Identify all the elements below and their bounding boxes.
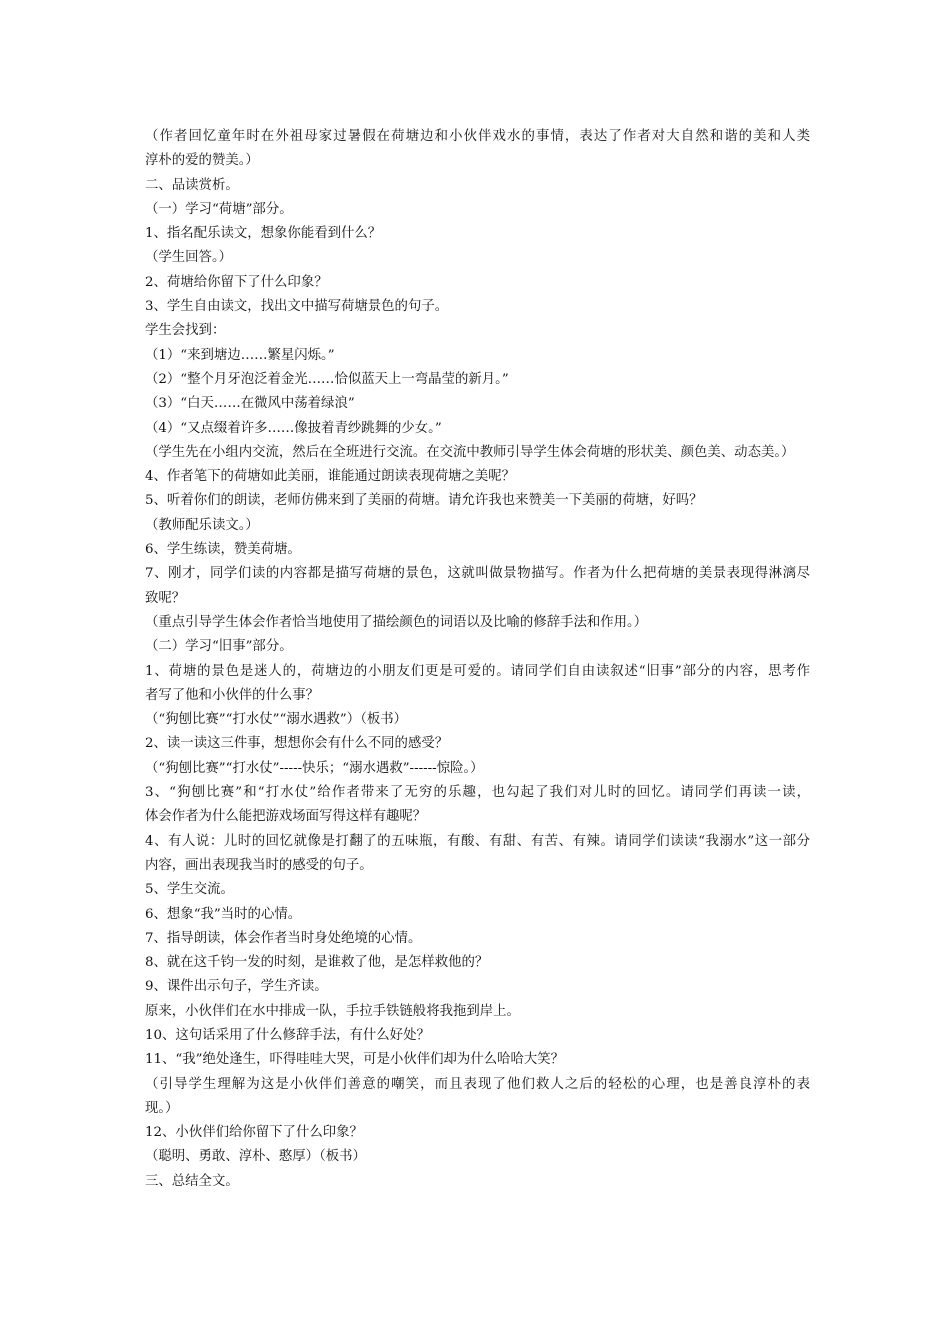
- paragraph-line: 6、学生练读，赞美荷塘。: [145, 542, 301, 558]
- section-heading: 三、总结全文。: [145, 1173, 239, 1189]
- paragraph-line: 4、作者笔下的荷塘如此美丽，谁能通过朗读表现荷塘之美呢？: [145, 469, 516, 485]
- paragraph-line: 12、小伙伴们给你留下了什么印象？: [145, 1125, 363, 1141]
- paragraph-line: （学生回答。）: [145, 250, 233, 266]
- paragraph-line: 2、荷塘给你留下了什么印象？: [145, 274, 328, 290]
- paragraph-line: 11、“我”绝处逢生，吓得哇哇大哭，可是小伙伴们却为什么哈哈大笑？: [145, 1052, 565, 1068]
- paragraph-line: （“狗刨比赛”“打水仗”“溺水遇救”）（板书）: [145, 712, 408, 728]
- paragraph-line: （聪明、勇敢、淳朴、憨厚）（板书）: [145, 1149, 366, 1165]
- subsection-heading: （一）学习“荷塘”部分。: [145, 201, 293, 217]
- paragraph-line: （“狗刨比赛”“打水仗”-----快乐；“溺水遇救”------惊险。）: [145, 760, 484, 776]
- paragraph-line: 5、听着你们的朗读，老师仿佛来到了美丽的荷塘。请允许我也来赞美一下美丽的荷塘，好吗？: [145, 493, 703, 509]
- paragraph-line: 原来，小伙伴们在水中排成一队，手拉手铁链般将我拖到岸上。: [145, 1003, 520, 1019]
- quote-line: （1）“来到塘边……繁星闪烁。”: [145, 347, 335, 363]
- paragraph-line: 4、有人说：儿时的回忆就像是打翻了的五味瓶，有酸、有甜、有苦、有辣。请同学们读读“我溺水”这一部分: [145, 833, 810, 849]
- paragraph-line: 5、学生交流。: [145, 882, 234, 898]
- paragraph-line: （重点引导学生体会作者恰当地使用了描绘颜色的词语以及比喻的修辞手法和作用。）: [145, 614, 648, 630]
- paragraph-line: 现。）: [145, 1100, 179, 1116]
- paragraph-line: （学生先在小组内交流，然后在全班进行交流。在交流中教师引导学生体会荷塘的形状美、颜色美、动态美。）: [145, 444, 795, 460]
- paragraph-line: 1、指名配乐读文，想象你能看到什么？: [145, 226, 382, 242]
- section-heading: 二、品读赏析。: [145, 177, 239, 193]
- paragraph-line: 2、读一读这三件事，想想你会有什么不同的感受？: [145, 736, 449, 752]
- paragraph-line: 10、这句话采用了什么修辞手法，有什么好处？: [145, 1027, 430, 1043]
- paragraph-line: 3、学生自由读文，找出文中描写荷塘景色的句子。: [145, 299, 449, 315]
- paragraph-line: 9、课件出示句子，学生齐读。: [145, 979, 328, 995]
- paragraph-line: 致呢？: [145, 590, 186, 606]
- paragraph-line: （作者回忆童年时在外祖母家过暑假在荷塘边和小伙伴戏水的事情，表达了作者对大自然和谐的美和人类: [145, 129, 810, 144]
- paragraph-line: 7、指导朗读，体会作者当时身处绝境的心情。: [145, 930, 422, 946]
- paragraph-line: 6、想象“我”当时的心情。: [145, 906, 302, 922]
- quote-line: （4）“又点缀着许多……像披着青纱跳舞的少女。”: [145, 420, 442, 436]
- paragraph-line: 淳朴的爱的赞美。）: [145, 153, 259, 169]
- paragraph-line: 7、刚才，同学们读的内容都是描写荷塘的景色，这就叫做景物描写。作者为什么把荷塘的美景表现得淋漓尽: [145, 566, 810, 582]
- quote-line: （3）“白天……在微风中荡着绿浪”: [145, 396, 355, 412]
- paragraph-line: 8、就在这千钧一发的时刻，是谁救了他，是怎样救他的？: [145, 955, 489, 971]
- paragraph-line: 3、“狗刨比赛”和“打水仗”给作者带来了无穷的乐趣，也勾起了我们对儿时的回忆。请同学们再读一读，: [145, 785, 810, 801]
- paragraph-line: 1、荷塘的景色是迷人的，荷塘边的小朋友们更是可爱的。请同学们自由读叙述“旧事”部分的内容，思考作: [145, 663, 810, 679]
- paragraph-line: 者写了他和小伙伴的什么事？: [145, 687, 320, 703]
- paragraph-line: 体会作者为什么能把游戏场面写得这样有趣呢？: [145, 809, 427, 825]
- paragraph-line: （教师配乐读文。）: [145, 517, 259, 533]
- paragraph-line: 内容，画出表现我当时的感受的句子。: [145, 857, 373, 873]
- subsection-heading: （二）学习“旧事”部分。: [145, 639, 293, 655]
- paragraph-line: （引导学生理解为这是小伙伴们善意的嘲笑，而且表现了他们救人之后的轻松的心理，也是善良淳朴的表: [145, 1076, 810, 1092]
- quote-line: （2）“整个月牙泡泛着金光……恰似蓝天上一弯晶莹的新月。”: [145, 371, 509, 387]
- document-body: [145, 125, 810, 1194]
- paragraph-line: 学生会找到：: [145, 323, 226, 339]
